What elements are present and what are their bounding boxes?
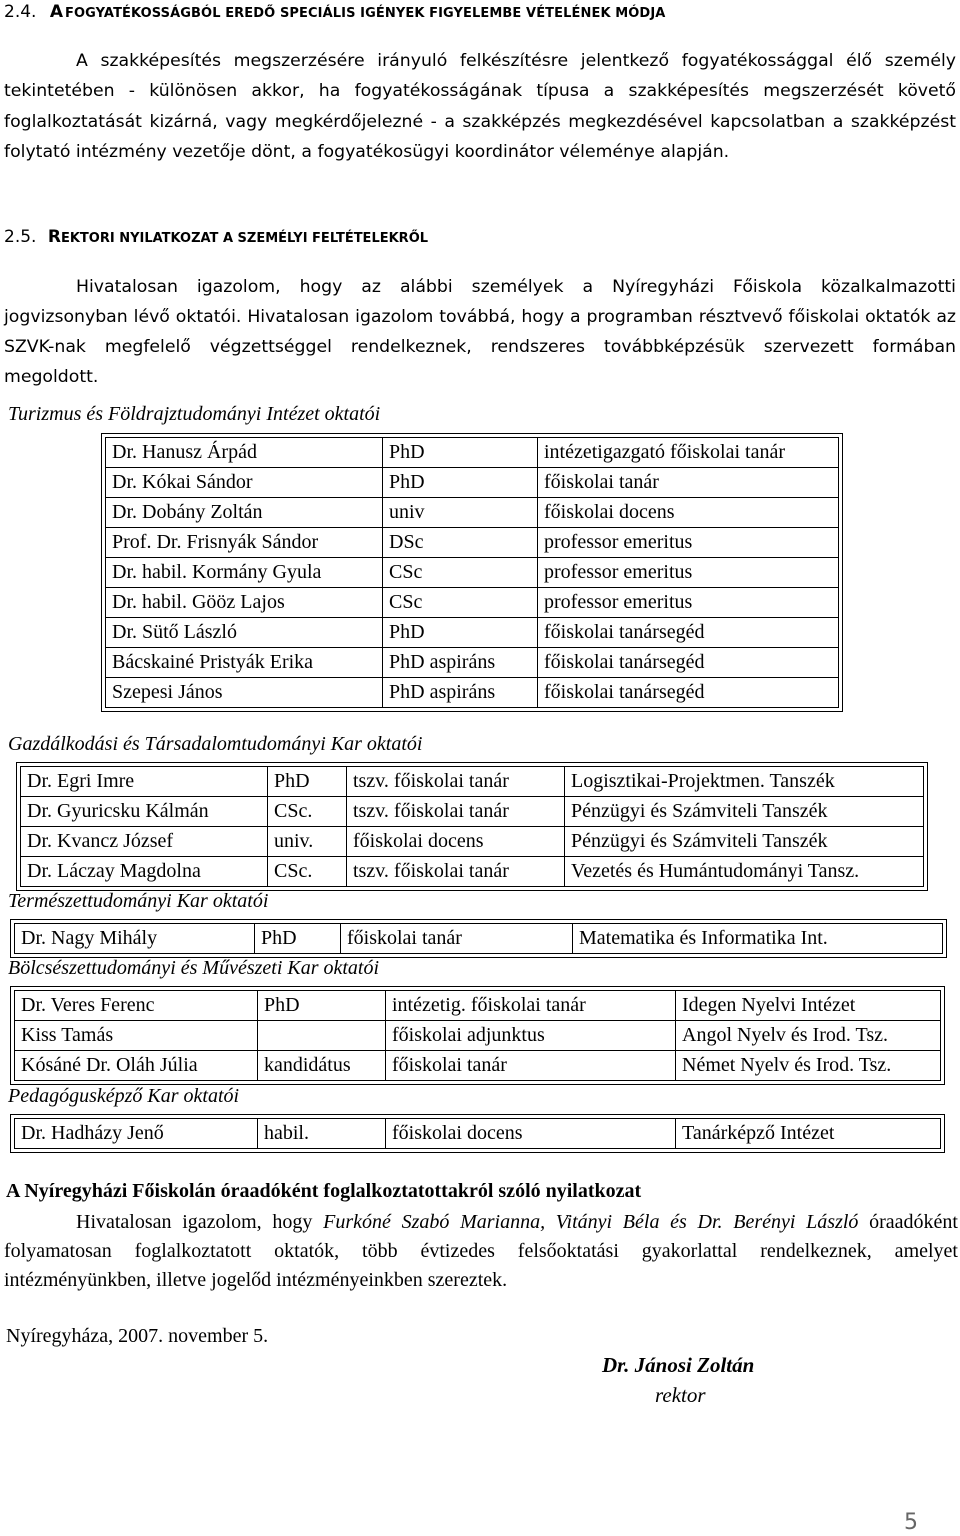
staff-position: főiskolai docens [538,498,839,528]
staff-unit: Matematika és Informatika Int. [573,924,943,954]
table-row [106,678,839,708]
staff-degree: PhD [383,618,538,648]
staff-position: professor emeritus [538,528,839,558]
staff-name: Prof. Dr. Frisnyák Sándor [106,528,383,558]
table-row [21,767,924,797]
staff-degree: CSc [383,558,538,588]
staff-name: Dr. Veres Ferenc [15,991,258,1021]
section-number: 2.5. [4,227,37,247]
staff-name: Dr. Dobány Zoltán [106,498,383,528]
table-row [106,618,839,648]
staff-name: Szepesi János [106,678,383,708]
staff-name: Dr. Gyuricsku Kálmán [21,797,268,827]
staff-table-science [14,923,943,954]
staff-degree: PhD [383,438,538,468]
table-row [15,924,943,954]
staff-degree: DSc [383,528,538,558]
staff-degree: CSc. [268,797,347,827]
staff-unit: Pénzügyi és Számviteli Tanszék [565,827,924,857]
staff-name: Dr. Sütő László [106,618,383,648]
table-row [106,468,839,498]
staff-name: Dr. Kókai Sándor [106,468,383,498]
signer-name: Dr. Jánosi Zoltán [602,1353,755,1377]
staff-position: tszv. főiskolai tanár [347,797,565,827]
staff-position: tszv. főiskolai tanár [347,857,565,887]
staff-name: Dr. Hadházy Jenő [15,1119,258,1149]
staff-degree: CSc. [268,857,347,887]
staff-position: főiskolai tanársegéd [538,618,839,648]
department-title: Pedagógusképző Kar oktatói [8,1085,240,1107]
staff-unit: Vezetés és Humántudományi Tansz. [565,857,924,887]
staff-degree [258,1021,386,1051]
table-row [106,588,839,618]
department-title: Bölcsészettudományi és Művészeti Kar oktatói [8,957,380,979]
staff-unit: Logisztikai-Projektmen. Tanszék [565,767,924,797]
staff-degree: CSc [383,588,538,618]
staff-name: Dr. Hanusz Árpád [106,438,383,468]
section-first-letter: R [47,227,61,247]
table-row [106,528,839,558]
staff-name: Kósáné Dr. Oláh Júlia [15,1051,258,1081]
department-title: Természettudományi Kar oktatói [8,890,269,912]
table-row [106,648,839,678]
adjunct-text-end: óraadóként folyamatosan foglalkoztatott oktatók, több évtizedes felsőoktatási gyakorlattal rendelkeznek, amelyet intézményünkben, illetve jogelőd intézményeinkben szereztek. [4,1211,958,1291]
adjunct-heading: A Nyíregyházi Főiskolán óraadóként foglalkoztatottakról szóló nyilatkozat [6,1180,642,1202]
staff-position: professor emeritus [538,588,839,618]
staff-position: professor emeritus [538,558,839,588]
staff-degree: PhD [258,991,386,1021]
table-row [15,1051,941,1081]
staff-position: főiskolai adjunktus [386,1021,676,1051]
section-title: FOGYATÉKOSSÁGBÓL EREDŐ SPECIÁLIS IGÉNYEK FIGYELEMBE VÉTELÉNEK MÓDJA [65,6,666,21]
staff-name: Dr. Láczay Magdolna [21,857,268,887]
adjunct-paragraph [4,1208,958,1295]
staff-degree: PhD [255,924,341,954]
staff-degree: habil. [258,1119,386,1149]
staff-position: főiskolai docens [347,827,565,857]
staff-position: főiskolai tanár [341,924,573,954]
staff-name: Bácskainé Pristyák Erika [106,648,383,678]
staff-table-humanities [14,990,941,1081]
staff-table-pedagogy [14,1118,941,1149]
staff-position: intézetig. főiskolai tanár [386,991,676,1021]
staff-degree: PhD [268,767,347,797]
section-heading-2-4 [4,2,954,22]
section-first-letter: A [49,2,64,22]
table-row [15,1021,941,1051]
page-number: 5 [904,1510,918,1535]
staff-position: főiskolai tanár [538,468,839,498]
staff-unit: Angol Nyelv és Irod. Tsz. [676,1021,941,1051]
staff-table-tourism [105,437,839,708]
table-row [15,1119,941,1149]
adjunct-text-start: Hivatalosan igazolom, hogy [76,1211,324,1233]
table-row [106,438,839,468]
staff-degree: PhD aspiráns [383,678,538,708]
staff-position: intézetigazgató főiskolai tanár [538,438,839,468]
department-title: Gazdálkodási és Társadalomtudományi Kar oktatói [8,733,423,755]
table-row [15,991,941,1021]
staff-degree: kandidátus [258,1051,386,1081]
section-title: EKTORI NYILATKOZAT A SZEMÉLYI FELTÉTELEKRŐL [60,231,429,246]
staff-position: főiskolai docens [386,1119,676,1149]
paragraph-disability: A szakképesítés megszerzésére irányuló felkészítésre jelentkező fogyatékossággal élő személy tekintetében - különösen akkor, ha fogyatékosságának típusa a szakképesítés megszerzését követő foglalkoztatását kizárná, vagy megkérdőjelezné - a szakképzés megkezdésével kapcsolatban a szakképzést folytató intézmény vezetője dönt, a fogyatékosügyi koordinátor véleménye alapján. [4,51,956,162]
staff-table-economics [20,766,924,887]
staff-unit: Idegen Nyelvi Intézet [676,991,941,1021]
table-row [106,558,839,588]
place-date: Nyíregyháza, 2007. november 5. [6,1325,269,1347]
department-title: Turizmus és Földrajztudományi Intézet oktatói [8,403,381,425]
staff-degree: univ. [268,827,347,857]
staff-name: Dr. Kvancz József [21,827,268,857]
staff-unit: Német Nyelv és Irod. Tsz. [676,1051,941,1081]
paragraph-declaration: Hivatalosan igazolom, hogy az alábbi személyek a Nyíregyházi Főiskola közalkalmazotti jogvizsonyban lévő oktatói. Hivatalosan igazolom továbbá, hogy a programban résztvevő főiskolai oktatók az SZVK-nak megfelelő végzettséggel rendelkeznek, rendszeres továbbképzésük szervezett formában megoldott. [4,277,956,387]
staff-name: Dr. habil. Kormány Gyula [106,558,383,588]
staff-name: Dr. habil. Gööz Lajos [106,588,383,618]
table-row [21,857,924,887]
staff-position: főiskolai tanársegéd [538,648,839,678]
staff-degree: PhD [383,468,538,498]
section-heading-2-5 [4,227,954,247]
table-row [21,797,924,827]
table-row [21,827,924,857]
section-number: 2.4. [4,2,37,22]
staff-degree: univ [383,498,538,528]
staff-name: Kiss Tamás [15,1021,258,1051]
signer-role: rektor [655,1383,706,1407]
staff-unit: Pénzügyi és Számviteli Tanszék [565,797,924,827]
staff-position: főiskolai tanár [386,1051,676,1081]
adjunct-names: Furkóné Szabó Marianna, Vitányi Béla és Dr. Berényi László [323,1211,859,1233]
staff-position: tszv. főiskolai tanár [347,767,565,797]
staff-name: Dr. Nagy Mihály [15,924,255,954]
staff-position: főiskolai tanársegéd [538,678,839,708]
staff-name: Dr. Egri Imre [21,767,268,797]
table-row [106,498,839,528]
staff-unit: Tanárképző Intézet [676,1119,941,1149]
staff-degree: PhD aspiráns [383,648,538,678]
